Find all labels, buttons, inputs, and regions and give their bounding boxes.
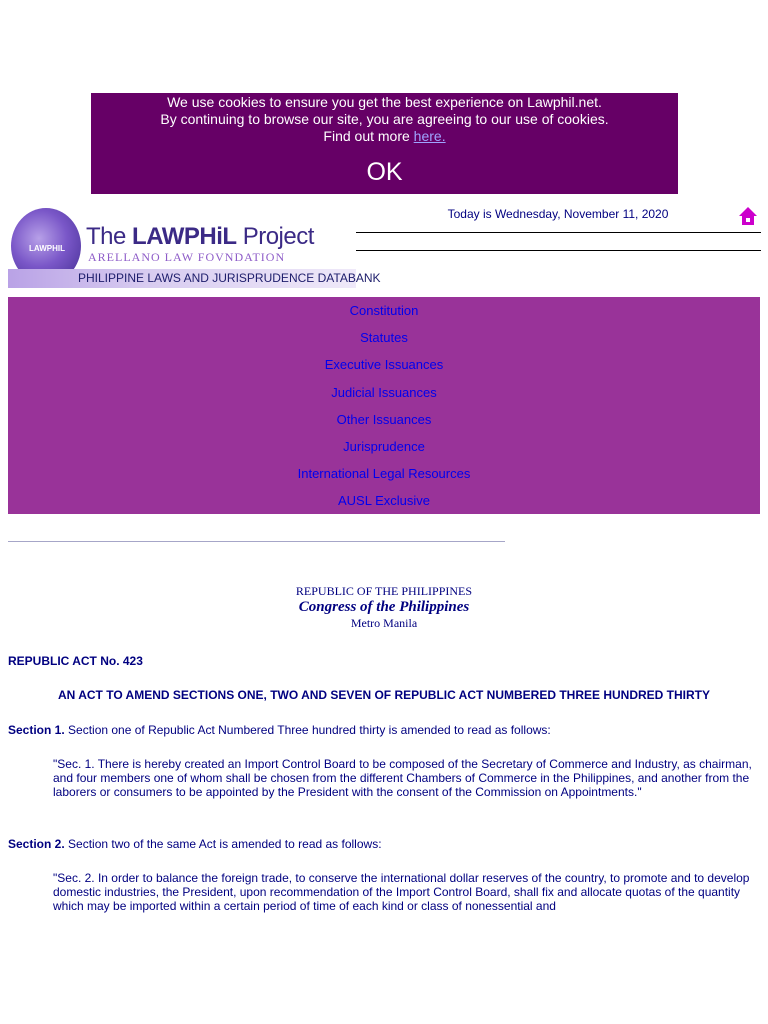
section-1-quote: "Sec. 1. There is hereby created an Import Control Board to be composed of the Secretary of Commerce and Industry, as chairman, and four members one of whom shall be chosen from the different Chambers of Commerce in the Philippines, and another from the laborers or consumers to be appointed by the President with the consent of the Commission on Appointments."	[53, 757, 752, 799]
cookie-here-link[interactable]: here.	[413, 128, 446, 144]
seal-name: LAWPHIL	[29, 244, 65, 253]
section-1-label: Section 1.	[8, 723, 65, 737]
section-2-quote: "Sec. 2. In order to balance the foreign trade, to conserve the international dollar reserves of the country, to promote and to develop domestic industries, the President, upon recommendation of the Import Control Board, shall fix and allocate quotas of the quantity which may be imported within a certain period of time of each kind or class of nonessential and	[53, 871, 750, 913]
section-2-label: Section 2.	[8, 837, 65, 851]
cookie-line-1: We use cookies to ensure you get the best experience on Lawphil.net.	[167, 94, 602, 110]
cookie-ok-button[interactable]: OK	[366, 158, 403, 186]
header-rule-bottom	[356, 250, 761, 251]
header-rule-top	[356, 232, 761, 233]
site-title	[86, 223, 314, 251]
site-title-pre: The	[86, 223, 133, 250]
nav-other-issuances[interactable]: Other Issuances	[336, 411, 432, 427]
congress-heading: Congress of the Philippines	[298, 599, 470, 615]
nav-constitution[interactable]: Constitution	[349, 303, 419, 318]
nav-jurisprudence[interactable]: Jurisprudence	[343, 438, 425, 454]
lawphil-logo[interactable]	[8, 207, 381, 289]
today-date: Today is Wednesday, November 11, 2020	[447, 207, 669, 221]
cookie-banner	[91, 93, 678, 194]
tagline-bar	[8, 269, 381, 288]
foundation-name: ARELLANO LAW FOVNDATION	[88, 250, 286, 264]
section-1	[8, 723, 760, 737]
document-heading	[0, 584, 768, 630]
act-title: AN ACT TO AMEND SECTIONS ONE, TWO AND SEVEN OF REPUBLIC ACT NUMBERED THREE HUNDRED THIRTY	[57, 688, 710, 702]
republic-heading: REPUBLIC OF THE PHILIPPINES	[295, 584, 473, 598]
nav-ausl-exclusive[interactable]: AUSL Exclusive	[338, 493, 430, 509]
cookie-line-3	[91, 128, 678, 145]
republic-act-number: REPUBLIC ACT No. 423	[8, 654, 143, 668]
section-2-text: Section two of the same Act is amended to read as follows:	[64, 837, 382, 851]
site-title-post: Project	[236, 223, 314, 250]
home-icon[interactable]	[738, 206, 758, 226]
nav-executive-issuances[interactable]: Executive Issuances	[324, 357, 444, 373]
cookie-line-2: By continuing to browse our site, you are agreeing to our use of cookies.	[160, 111, 609, 127]
section-1-text: Section one of Republic Act Numbered Three hundred thirty is amended to read as follows:	[64, 723, 551, 737]
tagline: PHILIPPINE LAWS AND JURISPRUDENCE DATABANK	[78, 271, 381, 285]
content-divider	[8, 541, 505, 542]
section-2	[8, 837, 760, 851]
nav-judicial-issuances[interactable]: Judicial Issuances	[331, 384, 437, 400]
main-nav	[8, 297, 760, 514]
site-title-bold: LAWPHiL	[132, 223, 237, 250]
cookie-find-out-text: Find out more	[323, 128, 414, 144]
nav-statutes[interactable]: Statutes	[360, 330, 408, 346]
nav-international-legal-resources[interactable]: International Legal Resources	[297, 466, 471, 482]
place-heading: Metro Manila	[350, 616, 418, 630]
